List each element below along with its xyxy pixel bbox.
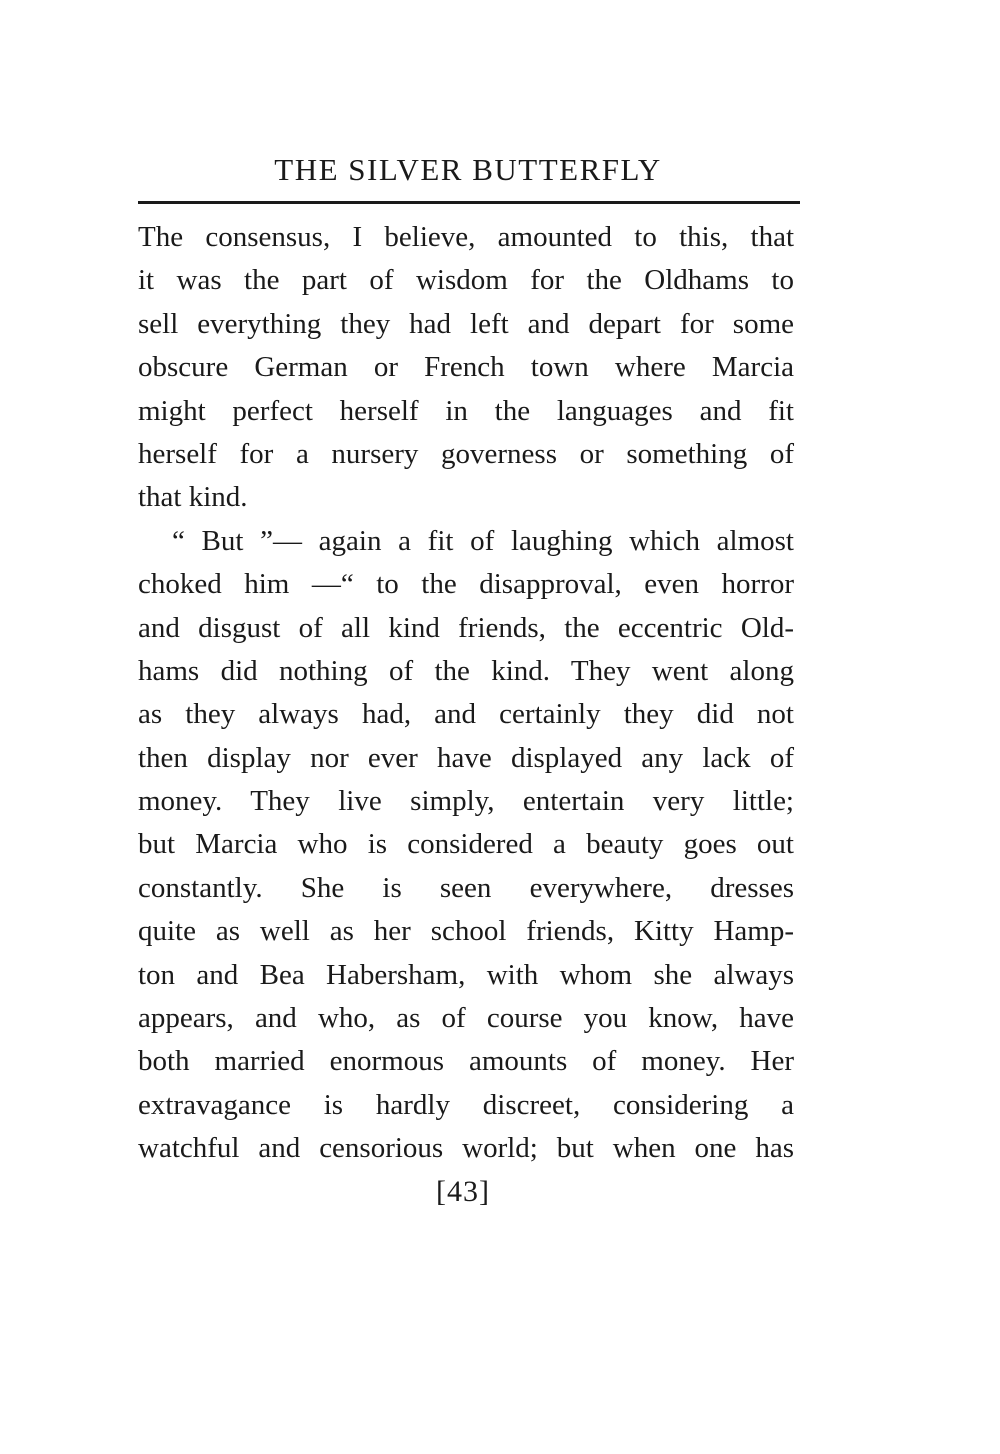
text-line: both married enormous amounts of money. Her <box>138 1045 794 1078</box>
text-line: sell everything they had left and depart for some <box>138 307 794 340</box>
text-line: it was the part of wisdom for the Oldhams to <box>138 264 794 297</box>
text-line: The consensus, I believe, amounted to this, that <box>138 221 794 253</box>
text-line: that kind. <box>138 481 248 514</box>
text-line: constantly. She is seen everywhere, dresses <box>138 871 794 904</box>
text-line: then display nor ever have displayed any lack of <box>138 741 794 774</box>
text-line: money. They live simply, entertain very little; <box>138 785 794 818</box>
text-line: and disgust of all kind friends, the eccentric Old- <box>138 611 794 644</box>
text-line: watchful and censorious world; but when one has <box>138 1132 794 1165</box>
text-line: “ But ”— again a fit of laughing which almost <box>172 524 794 557</box>
text-line: appears, and who, as of course you know, have <box>138 1002 794 1035</box>
page-number: [43] <box>436 1175 490 1208</box>
text-line: but Marcia who is considered a beauty goes out <box>138 828 794 861</box>
text-line: choked him —“ to the disapproval, even horror <box>138 568 794 601</box>
text-line: herself for a nursery governess or something of <box>138 437 794 470</box>
running-head: THE SILVER BUTTERFLY <box>274 152 662 187</box>
body-text <box>138 216 794 1171</box>
text-line: quite as well as her school friends, Kitty Hamp- <box>138 915 794 948</box>
text-line: extravagance is hardly discreet, considering a <box>138 1088 794 1121</box>
text-line: ton and Bea Habersham, with whom she always <box>138 958 794 991</box>
text-line: obscure German or French town where Marcia <box>138 351 794 384</box>
text-line: hams did nothing of the kind. They went along <box>138 654 794 687</box>
header-rule <box>138 201 800 204</box>
text-line: might perfect herself in the languages and fit <box>138 394 794 427</box>
text-line: as they always had, and certainly they did not <box>138 698 794 731</box>
